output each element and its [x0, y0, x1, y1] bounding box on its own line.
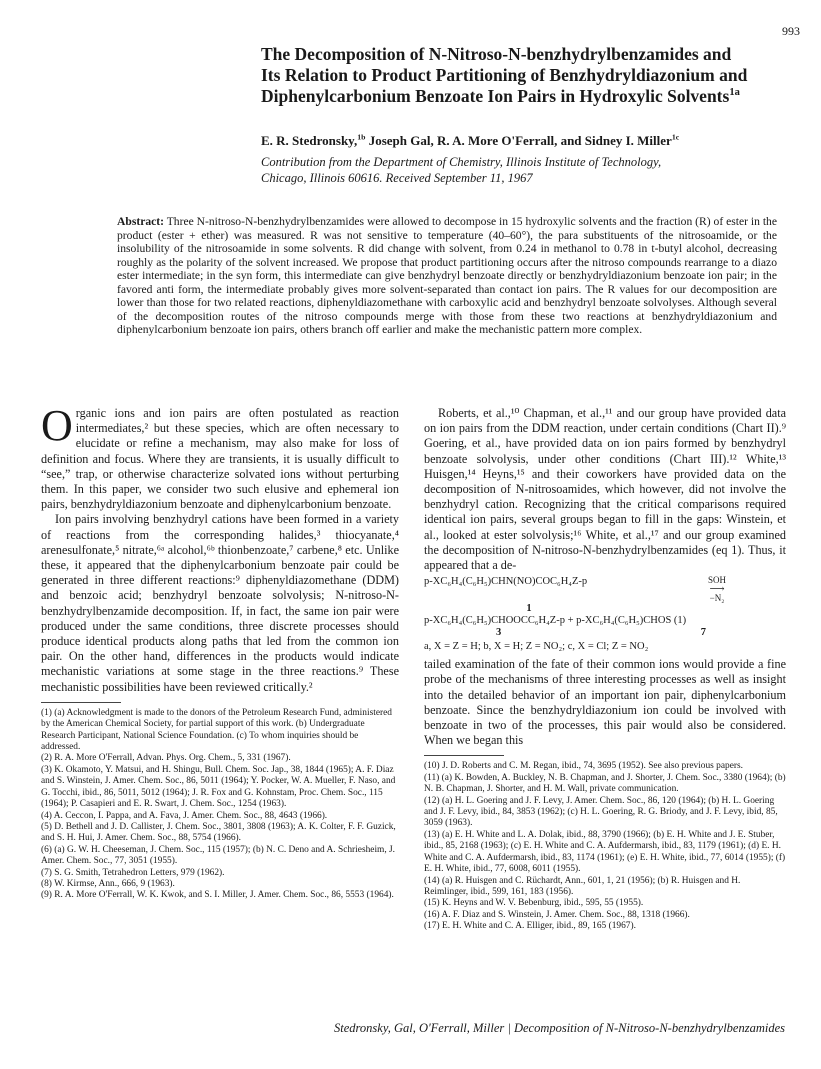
footnote-6: (6) (a) G. W. H. Cheeseman, J. Chem. Soc., 115 (1957); (b) N. C. Deno and A. Schriesheim, J. Amer. Chem. Soc., 77, 3051 (1955).	[41, 844, 396, 867]
abstract-text: Three N-nitroso-N-benzhydrylbenzamides were allowed to decompose in 15 hydroxylic solvents and the fraction (R) of ester in the product (ester + ether) was measured. R was not sensitive to temperature (40–60°), the para substituents of the nitrosoamide, or the insolubility of the nitrosoamide in some solvents. R did change with solvent, from 0.24 in methanol to 0.78 in t-butyl alcohol, decreasing roughly as the polarity of the solvent increased. We propose that product partitioning occurs after the nitroso compounds rearrange to a diazo ester intermediate; in the syn form, this intermediate can give benzhydryl benzoate directly or benzhydryldiazonium benzoate ion pair; in the favored anti form, the intermediate probably gives more solvent-separated than contact ion pairs. The R values for our decomposition are lower than those for two related reactions, diphenyldiazomethane with carboxylic acid and benzhydryl benzoate solvolyses. Although several of the decomposition routes of the nitroso compounds merge with those from these two reactions at benzhydryldiazonium and diphenylcarbonium benzoate ion pairs, others branch off earlier and make the mechanistic pattern more complex.	[117, 215, 777, 336]
equation-product-row	[424, 615, 786, 627]
footnote-divider	[41, 702, 121, 703]
author-1-marker: 1b	[357, 132, 366, 142]
equation-substituents: a, X = Z = H; b, X = H; Z = NO₂; c, X = Cl; Z = NO₂	[424, 641, 649, 653]
drop-cap: O	[41, 401, 73, 450]
author-list	[261, 133, 781, 149]
equation-1	[424, 576, 786, 653]
footnote-1: (1) (a) Acknowledgment is made to the donors of the Petroleum Research Fund, administered by the American Chemical Society, for partial support of this work. (b) Undergraduate Research Participant, National Science Foundation. (c) To whom inquiries should be addressed.	[41, 707, 392, 753]
affiliation	[261, 154, 781, 186]
footnote-10: (10) J. D. Roberts and C. M. Regan, ibid., 74, 3695 (1952). See also previous papers.	[424, 761, 743, 772]
page-number: 993	[782, 24, 800, 38]
equation-reactant-row	[424, 576, 786, 603]
equation-condition: SOH	[707, 575, 726, 586]
equation-compound-7: 7	[700, 627, 706, 639]
footnote-8: (8) W. Kirmse, Ann., 666, 9 (1963).	[41, 878, 175, 889]
affiliation-line-1: Contribution from the Department of Chemistry, Illinois Institute of Technology,	[261, 155, 662, 169]
equation-arrow-group	[708, 576, 786, 603]
footnote-11: (11) (a) K. Bowden, A. Buckley, N. B. Chapman, and J. Shorter, J. Chem. Soc., 3380 (1964); (b) N. B. Chapman, J. Shorter, and H. M. Wall, private communication.	[424, 772, 786, 795]
footnote-17: (17) E. H. White and C. A. Elliger, ibid., 89, 165 (1967).	[424, 921, 636, 932]
author-others: Joseph Gal, R. A. More O'Ferrall, and Sidney I. Miller	[365, 133, 672, 148]
abstract-label: Abstract:	[117, 215, 165, 228]
footnotes-left	[41, 708, 399, 902]
equation-arrow: ⟶	[709, 584, 725, 596]
author-1: E. R. Stedronsky,	[261, 133, 358, 148]
footnote-divider-right	[424, 755, 504, 756]
footnote-7: (7) S. G. Smith, Tetrahedron Letters, 979 (1962).	[41, 867, 225, 878]
equation-compound-3: 3	[496, 627, 502, 639]
footnote-16: (16) A. F. Diaz and S. Winstein, J. Amer. Chem. Soc., 88, 1318 (1966).	[424, 909, 690, 920]
title-line-3-text: Diphenylcarbonium Benzoate Ion Pairs in Hydroxylic Solvents	[261, 86, 730, 106]
title-line-1: The Decomposition of N-Nitroso-N-benzhydrylbenzamides and	[261, 44, 732, 64]
footnote-13: (13) (a) E. H. White and L. A. Dolak, ibid., 88, 3790 (1966); (b) E. H. White and J. E. Stuber, ibid., 85, 2168 (1963); (c) E. H. White and C. A. Aufdermarsh, ibid., 83, 1179 (1961); (d) E. H. White and C. A. Aufdermarsh, ibid., 83, 1174 (1961); (e) E. H. White, ibid., 77, 6014 (1955); (f) E. H. White, ibid., 77, 6008, 6011 (1955).	[424, 829, 786, 875]
title-line-2: Its Relation to Product Partitioning of Benzhydryldiazonium and	[261, 65, 748, 85]
left-column	[41, 401, 399, 902]
body-paragraph-3: Roberts, et al.,¹⁰ Chapman, et al.,¹¹ and our group have provided data on ion pairs from the DDM reaction, under certain conditions (Chart II).⁹ Goering, et al., have provided data on ion pairs formed by benzhydryl benzoate solvolysis, under other conditions (Chart III).¹² White,¹³ Huisgen,¹⁴ Heyns,¹⁵ and their coworkers have provided data on the decomposition of N-nitrosoamides, which however, did not involve the benzhydryl cation. Recognizing that the critical comparisons required identical ion pairs, several groups began to fill in the gaps: Winstein, et al., looked at ester solvolysis;¹⁶ White, et al.,¹⁷ and our group examined the decomposition of N-nitroso-N-benzhydrylbenzamides (eq 1). Thus, it appeared that a de-	[424, 406, 786, 573]
footnotes-right	[424, 761, 786, 932]
running-footer: Stedronsky, Gal, O'Ferrall, Miller | Decomposition of N-Nitroso-N-benzhydrylbenzamides	[334, 1021, 785, 1035]
intro-paragraph-2: Ion pairs involving benzhydryl cations have been formed in a variety of reactions from the corresponding halides,³ thiocyanate,⁴ arenesulfonate,⁵ nitrate,⁶ᵃ alcohol,⁶ᵇ thionbenzoate,⁷ carbene,⁸ etc. Unlike these, it appeared that the diphenylcarbonium benzoate pair could be generated in three different reactions:⁹ diphenyldiazomethane (DDM) and benzoic acid; benzhydryl benzoate solvolysis; N-nitroso-N-benzhydrylbenzamide decomposition. If, in fact, the same ion pair were produced under the same conditions, three discrete processes should produce identical products along paths that led from the common ion pair. On the other hand, differences in the products would indicate mechanistic variations at some stage in the three reactions.⁹ These mechanistic possibilities have been reviewed critically.²	[41, 512, 399, 694]
title-line-3	[261, 86, 781, 107]
article-title	[261, 44, 781, 107]
right-column	[424, 406, 786, 933]
author-last-marker: 1c	[671, 132, 680, 142]
intro-paragraph-1-text: rganic ions and ion pairs are often postulated as reaction intermediates,² but these species, which are often necessary to elucidate or refine a mechanism, may also make for loss of definition and focus. Where they are transients, it is usually difficult to “see,” trap, or otherwise characterize solvated ions without perturbing them. In this paper, we consider two such elusive and ephemeral ion pairs, benzhydryldiazonium benzoate and diphenylcarbonium benzoate.	[41, 406, 399, 512]
equation-compound-numbers	[424, 627, 786, 639]
title-footnote-marker: 1a	[729, 87, 740, 99]
body-paragraph-4: tailed examination of the fate of their common ions would provide a fine probe of the mechanisms of three interesting processes as well as insight into the detailed behavior of an important ion pair, diphenylcarbonium benzoate. Since the benzhydryldiazonium ion could be involved with benzoate in two of the processes, this pair would also be considered. When we began this	[424, 657, 786, 748]
footnote-5: (5) D. Bethell and J. D. Callister, J. Chem. Soc., 3801, 3808 (1963); A. K. Colter, F. F. Guzick, and S. H. Hui, J. Amer. Chem. Soc., 88, 5754 (1966).	[41, 821, 396, 844]
equation-byproduct: −N₂	[709, 593, 725, 604]
equation-products: p-XC₆H₄(C₆H₅)CHOOCC₆H₄Z-p + p-XC₆H₄(C₆H₅)CHOS (1)	[424, 615, 687, 627]
equation-compound-1: 1	[526, 603, 532, 615]
affiliation-line-2: Chicago, Illinois 60616. Received September 11, 1967	[261, 171, 533, 185]
footnote-12: (12) (a) H. L. Goering and J. F. Levy, J. Amer. Chem. Soc., 86, 120 (1964); (b) H. L. Goering and J. F. Levy, ibid., 84, 3853 (1962); (c) H. L. Goering, R. G. Briody, and J. F. Levy, ibid, 85, 3059 (1963).	[424, 795, 778, 829]
footnote-3: (3) K. Okamoto, Y. Matsui, and H. Shingu, Bull. Chem. Soc. Jap., 38, 1844 (1965); A. F. Diaz and S. Winstein, J. Amer. Chem. Soc., 86, 5011 (1964); Y. Pocker, W. A. Mueller, F. Naso, and G. Tocchi, ibid., 86, 5011, 5012 (1964); J. R. Fox and G. Kohnstam, Proc. Chem. Soc., 115 (1964); P. Casapieri and E. R. Swart, J. Chem. Soc., 1254 (1963).	[41, 764, 396, 810]
abstract	[117, 215, 777, 337]
footnote-4: (4) A. Ceccon, I. Pappa, and A. Fava, J. Amer. Chem. Soc., 88, 4643 (1966).	[41, 810, 328, 821]
footnote-9: (9) R. A. More O'Ferrall, W. K. Kwok, and S. I. Miller, J. Amer. Chem. Soc., 86, 5553 (1964).	[41, 890, 394, 901]
equation-reactant: p-XC₆H₄(C₆H₅)CHN(NO)COC₆H₄Z-p	[424, 576, 588, 588]
intro-paragraph-1	[41, 401, 399, 512]
footnote-2: (2) R. A. More O'Ferrall, Advan. Phys. Org. Chem., 5, 331 (1967).	[41, 753, 291, 764]
footnote-14: (14) (a) R. Huisgen and C. Rüchardt, Ann., 601, 1, 21 (1956); (b) R. Huisgen and H. Reimlinger, ibid., 599, 161, 183 (1956).	[424, 875, 741, 897]
footnote-15: (15) K. Heyns and W. V. Bebenburg, ibid., 595, 55 (1955).	[424, 898, 644, 909]
